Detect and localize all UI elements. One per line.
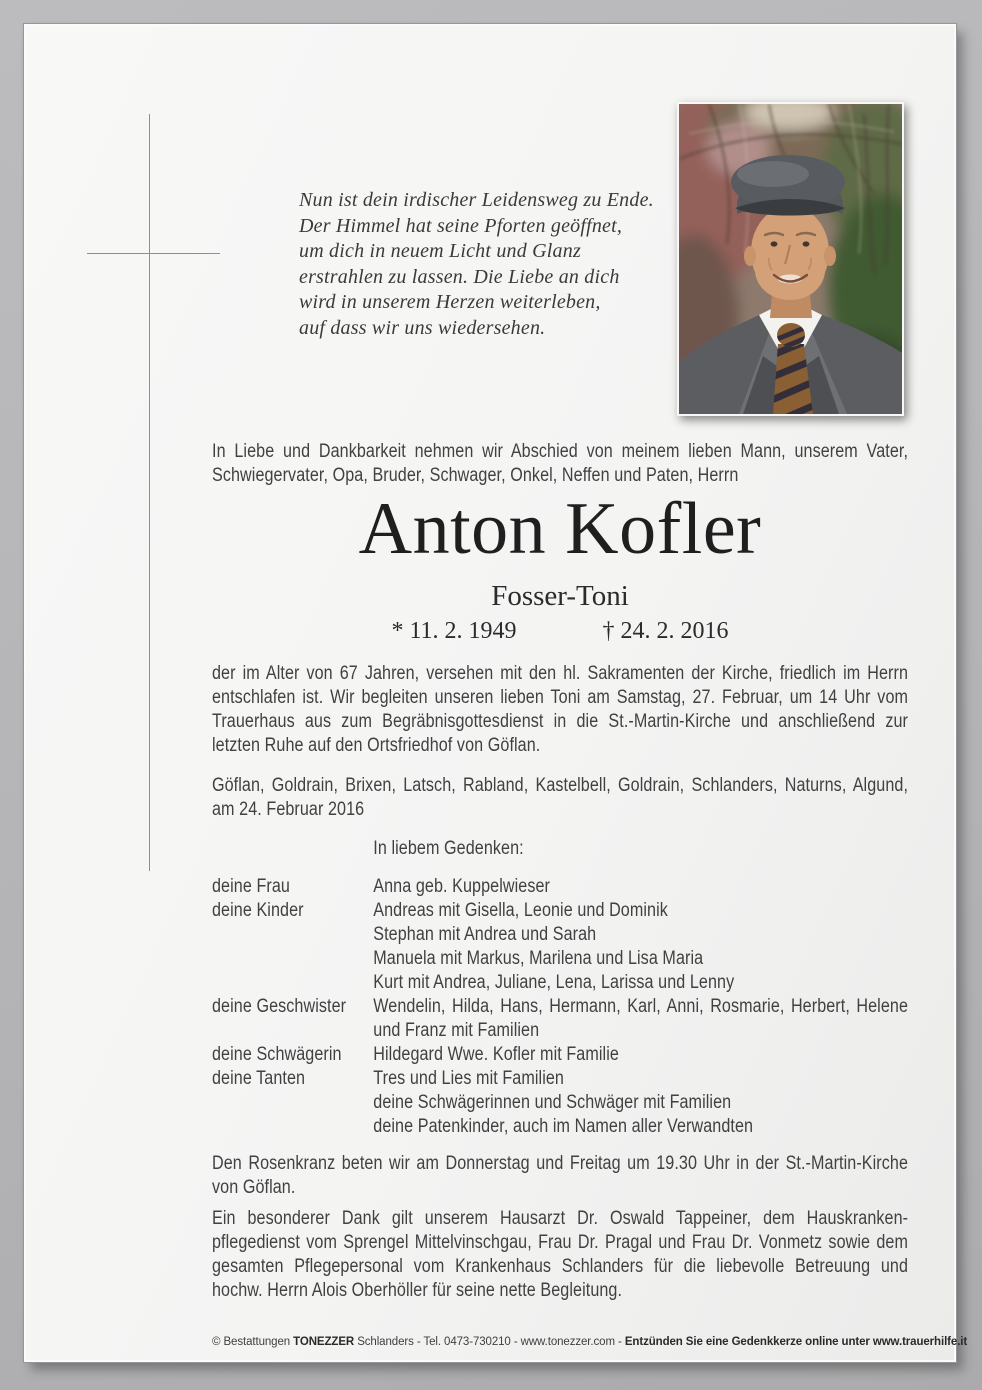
relation-row bbox=[212, 1043, 908, 1067]
relation-names-line: Andreas mit Gisella, Leonie und Dominik bbox=[373, 900, 668, 921]
relation-names-line: deine Schwägerinnen und Schwäger mit Familien bbox=[373, 1092, 732, 1113]
remembrance-heading: In liebem Gedenken: bbox=[373, 838, 524, 859]
relation-label: deine Tanten bbox=[212, 1068, 306, 1089]
poem-line: auf dass wir uns wiedersehen. bbox=[299, 316, 546, 339]
relation-row bbox=[212, 875, 908, 899]
poem-line: um dich in neuem Licht und Glanz bbox=[299, 240, 581, 262]
intro-text: In Liebe und Dankbarkeit nehmen wir Abschied von meinem lieben Mann, unserem Vater, Schwiegervater, Opa, Bruder, Schwager, Onkel, Neffen und Paten, Herrn bbox=[212, 441, 909, 486]
relation-names bbox=[373, 1067, 908, 1139]
relation-names-line: Hildegard Wwe. Kofler mit Familie bbox=[373, 1044, 619, 1065]
birth-date: * 11. 2. 1949 bbox=[391, 618, 517, 644]
relation-names bbox=[373, 875, 908, 899]
life-dates bbox=[212, 618, 908, 645]
deceased-nickname: Fosser-Toni bbox=[491, 580, 629, 612]
relation-names bbox=[373, 995, 908, 1043]
relation-label: deine Schwägerin bbox=[212, 1044, 342, 1065]
rosary-notice: Den Rosenkranz beten wir am Donnerstag und Freitag um 19.30 Uhr in der St.-Martin-Kirche von Göflan. bbox=[212, 1153, 909, 1198]
footer-memorial-candle-link[interactable]: Entzünden Sie eine Gedenkkerze online unter www.trauerhilfe.it bbox=[624, 1336, 968, 1348]
relation-names-line: Kurt mit Andrea, Juliane, Lena, Larissa und Lenny bbox=[373, 972, 735, 993]
poem-line: Nun ist dein irdischer Leidensweg zu Ende. bbox=[299, 189, 654, 211]
relation-names-line: Manuela mit Markus, Marilena und Lisa Maria bbox=[373, 948, 704, 969]
portrait-illustration bbox=[679, 104, 902, 414]
relation-names-line: Tres und Lies mit Familien bbox=[373, 1068, 564, 1089]
obituary-card bbox=[24, 24, 968, 1362]
relation-label: deine Geschwister bbox=[212, 996, 347, 1017]
footer-brand: TONEZZER bbox=[293, 1336, 355, 1348]
memorial-poem bbox=[299, 188, 654, 341]
relation-label: deine Kinder bbox=[212, 900, 304, 921]
relation-names-line: deine Patenkinder, auch im Namen aller Verwandten bbox=[373, 1116, 754, 1137]
relation-names-line: Anna geb. Kuppelwieser bbox=[373, 876, 550, 897]
relation-row bbox=[212, 995, 908, 1043]
relation-names-line: Stephan mit Andrea und Sarah bbox=[373, 924, 597, 945]
relation-names-line: Wendelin, Hilda, Hans, Hermann, Karl, Anni, Rosmarie, Herbert, Helene und Franz mit Familien bbox=[373, 996, 909, 1041]
footer-copyright: © Bestattungen bbox=[212, 1336, 294, 1348]
cross-horizontal-line bbox=[87, 253, 220, 254]
relation-row bbox=[212, 1067, 908, 1139]
cross-vertical-line bbox=[149, 114, 150, 871]
publisher-footer bbox=[212, 1336, 968, 1348]
relation-row bbox=[212, 899, 908, 995]
relation-label: deine Frau bbox=[212, 876, 290, 897]
poem-line: wird in unserem Herzen weiterleben, bbox=[299, 291, 601, 313]
poem-line: erstrahlen zu lassen. Die Liebe an dich bbox=[299, 265, 620, 288]
portrait-photo bbox=[677, 102, 904, 416]
places-and-date: Göflan, Goldrain, Brixen, Latsch, Rabland, Kastelbell, Goldrain, Schlanders, Naturns, Algund, am 24. Februar 2016 bbox=[212, 775, 909, 820]
remembrance-list bbox=[212, 875, 908, 1139]
relation-names bbox=[373, 899, 908, 995]
deceased-name: Anton Kofler bbox=[358, 488, 762, 570]
thanks-paragraph: Ein besonderer Dank gilt unserem Hausarzt Dr. Oswald Tappeiner, dem Hauskrankenpflegedienst vom Sprengel Mittelvinschgau, Frau Dr. Pragal und Frau Dr. Vonmetz sowie dem gesamten Pflegepersonal vom Krankenhaus Schlanders für die liebevolle Betreuung und hochw. Herrn Alois Oberhöller für seine nette Begleitung. bbox=[212, 1208, 909, 1301]
funeral-announcement: der im Alter von 67 Jahren, versehen mit den hl. Sakramenten der Kirche, friedlich im Herrn entschlafen ist. Wir begleiten unseren lieben Toni am Samstag, 27. Februar, um 14 Uhr vom Trauerhaus aus zum Begräbnisgottesdienst in die St.-Martin-Kirche und anschließend zur letzten Ruhe auf den Ortsfriedhof von Göflan. bbox=[212, 663, 909, 756]
death-date: † 24. 2. 2016 bbox=[602, 618, 729, 644]
poem-line: Der Himmel hat seine Pforten geöffnet, bbox=[299, 214, 623, 237]
footer-contact: Schlanders - Tel. 0473-730210 - www.tonezzer.com - bbox=[354, 1336, 625, 1348]
relation-names bbox=[373, 1043, 908, 1067]
